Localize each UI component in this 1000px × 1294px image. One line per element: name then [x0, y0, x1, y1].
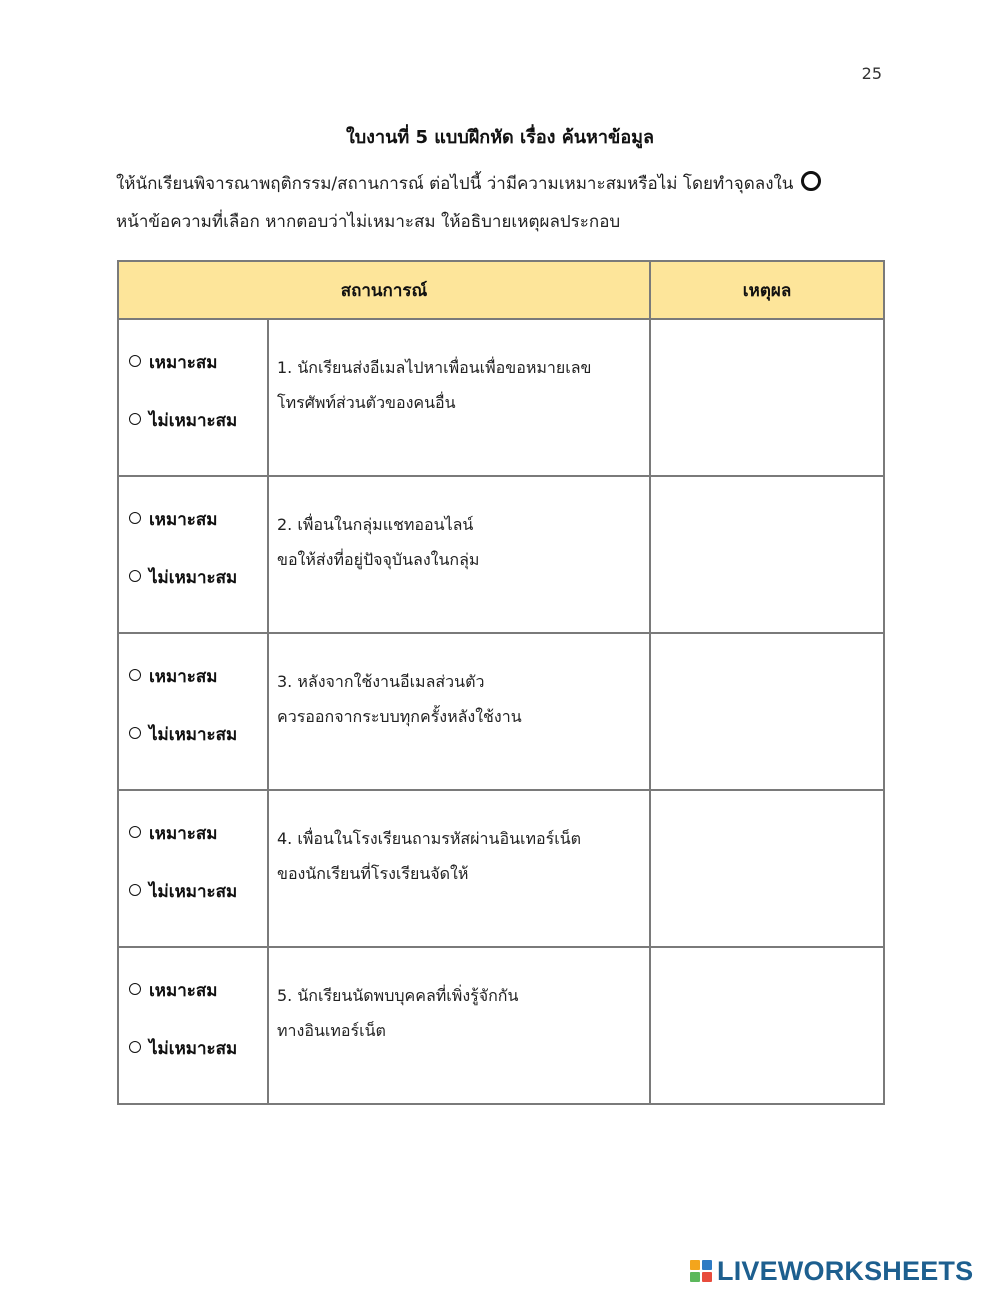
- instruction-line-2: หน้าข้อความที่เลือก หากตอบว่าไม่เหมาะสม ให้อธิบายเหตุผลประกอบ: [116, 212, 621, 232]
- option-suitable-radio[interactable]: [129, 662, 267, 692]
- option-unsuitable-label: ไม่เหมาะสม: [149, 411, 238, 431]
- option-unsuitable-label: ไม่เหมาะสม: [149, 882, 238, 902]
- option-suitable-radio[interactable]: [129, 505, 267, 535]
- situation-text-line-1: 2. เพื่อนในกลุ่มแชทออนไลน์: [277, 515, 474, 534]
- logo-tile: [702, 1272, 712, 1282]
- options-cell: [118, 476, 268, 633]
- situation-text-line-1: 3. หลังจากใช้งานอีเมลส่วนตัว: [277, 672, 485, 691]
- page-number: 25: [861, 64, 882, 83]
- reason-answer-cell[interactable]: [650, 947, 884, 1104]
- radio-circle-icon: [129, 1041, 141, 1053]
- situation-text-line-1: 1. นักเรียนส่งอีเมลไปหาเพื่อนเพื่อขอหมายเลข: [277, 358, 592, 377]
- situation-text-line-1: 5. นักเรียนนัดพบบุคคลที่เพิ่งรู้จักกัน: [277, 986, 519, 1005]
- option-unsuitable-radio[interactable]: [129, 406, 267, 436]
- table-row: [118, 633, 884, 790]
- situation-text-line-2: ทางอินเทอร์เน็ต: [277, 1021, 386, 1040]
- situation-text-line-2: โทรศัพท์ส่วนตัวของคนอื่น: [277, 393, 456, 412]
- situation-cell: [268, 947, 650, 1104]
- option-unsuitable-radio[interactable]: [129, 877, 267, 907]
- situation-text-line-1: 4. เพื่อนในโรงเรียนถามรหัสผ่านอินเทอร์เน็ต: [277, 829, 582, 848]
- radio-circle-icon: [129, 884, 141, 896]
- header-situation: สถานการณ์: [118, 261, 650, 319]
- situation-text-line-2: ของนักเรียนที่โรงเรียนจัดให้: [277, 864, 469, 883]
- reason-answer-cell[interactable]: [650, 633, 884, 790]
- reason-answer-cell[interactable]: [650, 790, 884, 947]
- table-row: [118, 319, 884, 476]
- option-suitable-radio[interactable]: [129, 348, 267, 378]
- option-suitable-label: เหมาะสม: [149, 981, 218, 1001]
- worksheet-title: ใบงานที่ 5 แบบฝึกหัด เรื่อง ค้นหาข้อมูล: [345, 127, 655, 148]
- situation-cell: [268, 633, 650, 790]
- logo-text: LIVEWORKSHEETS: [717, 1255, 974, 1286]
- header-reason: เหตุผล: [650, 261, 884, 319]
- option-unsuitable-radio[interactable]: [129, 720, 267, 750]
- option-suitable-radio[interactable]: [129, 976, 267, 1006]
- radio-circle-icon: [129, 355, 141, 367]
- situation-cell: [268, 319, 650, 476]
- table-row: [118, 476, 884, 633]
- radio-circle-icon: [129, 727, 141, 739]
- logo-tile: [690, 1260, 700, 1270]
- circle-icon: [801, 171, 821, 191]
- option-unsuitable-label: ไม่เหมาะสม: [149, 725, 238, 745]
- logo-tile: [702, 1260, 712, 1270]
- logo-tiles-icon: [690, 1260, 712, 1282]
- situation-text-line-2: ควรออกจากระบบทุกครั้งหลังใช้งาน: [277, 707, 522, 726]
- options-cell: [118, 947, 268, 1104]
- situation-cell: [268, 790, 650, 947]
- logo-tile: [690, 1272, 700, 1282]
- radio-circle-icon: [129, 570, 141, 582]
- options-cell: [118, 319, 268, 476]
- instruction-line-1: [116, 170, 876, 197]
- radio-circle-icon: [129, 669, 141, 681]
- option-unsuitable-label: ไม่เหมาะสม: [149, 568, 238, 588]
- radio-circle-icon: [129, 826, 141, 838]
- situation-cell: [268, 476, 650, 633]
- options-cell: [118, 633, 268, 790]
- radio-circle-icon: [129, 413, 141, 425]
- option-suitable-label: เหมาะสม: [149, 510, 218, 530]
- liveworksheets-logo: [690, 1254, 973, 1288]
- table-row: [118, 947, 884, 1104]
- instruction-text-1: ให้นักเรียนพิจารณาพฤติกรรม/สถานการณ์ ต่อไปนี้ ว่ามีความเหมาะสมหรือไม่ โดยทำจุดลงใน: [116, 174, 794, 194]
- options-cell: [118, 790, 268, 947]
- option-unsuitable-label: ไม่เหมาะสม: [149, 1039, 238, 1059]
- option-unsuitable-radio[interactable]: [129, 1034, 267, 1064]
- option-suitable-label: เหมาะสม: [149, 824, 218, 844]
- option-suitable-label: เหมาะสม: [149, 667, 218, 687]
- option-suitable-label: เหมาะสม: [149, 353, 218, 373]
- radio-circle-icon: [129, 983, 141, 995]
- option-suitable-radio[interactable]: [129, 819, 267, 849]
- situation-text-line-2: ขอให้ส่งที่อยู่ปัจจุบันลงในกลุ่ม: [277, 550, 480, 569]
- reason-answer-cell[interactable]: [650, 319, 884, 476]
- option-unsuitable-radio[interactable]: [129, 563, 267, 593]
- radio-circle-icon: [129, 512, 141, 524]
- worksheet-table: [117, 260, 885, 1105]
- table-row: [118, 790, 884, 947]
- reason-answer-cell[interactable]: [650, 476, 884, 633]
